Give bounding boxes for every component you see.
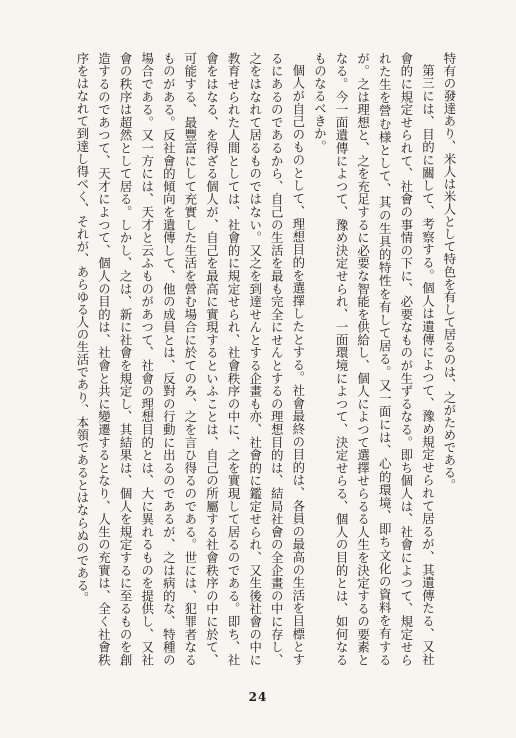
body-text bbox=[71, 52, 460, 666]
paragraph-3: 個人が自己のものとして、理想目的を選擇したとする。社會最終の目的は、各員の最高の生活を目標とするにあるのであるから、自己の生活を最も完全にせんとするの理想目的は、結局社會の全企畫の中に存し、之をはなれて居るものではない。又之を到達せんとする企畫も亦、社會的に鑑定せられ、又生後社會の中に教育せられた人間としては、社會的に規定せられ、社會秩序の中に、之を實現して居るのである。即ち、社會をはなる、を得ざる個人が、自己を最高に實現するといふことは、自己の所屬する社會秩序の中に於て、可能する、最豐富にして充實した生活を營む場合に於てのみ、之を言ひ得るのである。世には、犯罪者なるものがある。反社會的傾向を遺傳して、他の成員とは、反對の行動に出るのであるが、之は病的な、特種の場合である。又一方には、天才と云ふものがあつて、社會の理想目的とは、大に異れるものを提供し、又社會の秩序は超然として居る。しかし、之は、新に社會を規定し、其結果は、個人を規定するに至るものを創造するのであつて、天才によつて、個人の目的は、社會と共に變遷するとなり、人生の充實は、全く社會秩序をはなれて到達し得べく、それが、あらゆる人の生活であり、本領であるとはならぬのである。 bbox=[74, 52, 306, 666]
paragraph-2: 第三には、目的に關して、考察する。個人は遺傳によつて、豫め規定せられて居るが、其遺傳たる、又社會的に規定せられて、社會の事情の下に、必要なものが生ずるなる。即ち個人は、社會によつて、規定せられた生を營む様として、其の生具的特性を有して居る。又一面には、心的環境、即ち文化の資料を有するが。之は理想と、之を充足するに必要な智能を供給し、個人によつて選擇せらるる人生を決定するの要素となる。今一面遺傳によつて、豫め決定せられ、一面環境によつて、決定せらる、個人の目的とは、如何なるものなるべきか。 bbox=[312, 52, 436, 666]
page-number: 24 bbox=[248, 690, 268, 704]
paragraph-1: 特有の發達あり、米人は米人として特色を有して居るのは、之がためである。 bbox=[442, 52, 457, 492]
